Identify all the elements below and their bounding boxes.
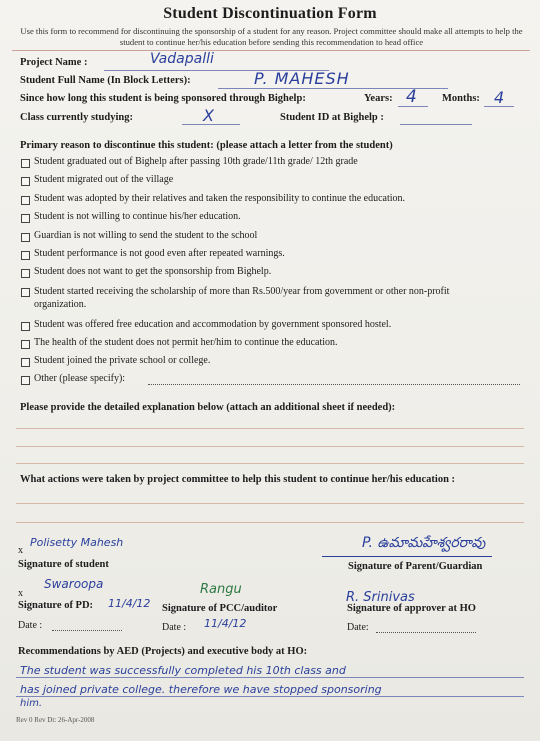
recommendations-heading: Recommendations by AED (Projects) and executive body at HO:	[18, 646, 308, 657]
explanation-heading: Please provide the detailed explanation below (attach an additional sheet if needed):	[20, 402, 396, 413]
pd-date-label: Date :	[18, 620, 43, 631]
pd-date-handwritten[interactable]: 11/4/12	[108, 597, 151, 610]
student-id-line[interactable]	[400, 124, 472, 125]
reason-checkbox[interactable]	[21, 196, 30, 205]
pcc-date-label: Date :	[162, 622, 187, 633]
signature-marker: x	[18, 545, 23, 556]
pcc-date-handwritten[interactable]: 11/4/12	[204, 617, 247, 630]
approver-date-label: Date:	[347, 622, 369, 633]
pcc-signature-label: Signature of PCC/auditor	[162, 603, 278, 614]
student-id-label: Student ID at Bighelp :	[280, 112, 384, 123]
student-name-value[interactable]: P. MAHESH	[254, 69, 350, 88]
parent-signature-label: Signature of Parent/Guardian	[348, 561, 483, 572]
reason-item: Student joined the private school or college.	[34, 355, 211, 366]
pd-signature[interactable]: Swaroopa	[44, 577, 104, 591]
reason-item: Student started receiving the scholarship of more than Rs.500/year from government or other non-profit organization.	[34, 286, 450, 310]
divider	[12, 50, 530, 51]
actions-line[interactable]	[16, 503, 524, 504]
reason-checkbox[interactable]	[21, 340, 30, 349]
student-signature-label: Signature of student	[18, 559, 109, 570]
reason-checkbox[interactable]	[21, 214, 30, 223]
recommendation-line	[16, 696, 524, 697]
reason-item: Student graduated out of Bighelp after passing 10th grade/11th grade/ 12th grade	[34, 156, 358, 167]
reason-item: Student performance is not good even after repeated warnings.	[34, 248, 285, 259]
actions-heading: What actions were taken by project committee to help this student to continue her/his education :	[20, 474, 456, 485]
form-intro: Use this form to recommend for discontinuing the sponsorship of a student for any reason. Project committee should make all attempts to help the student to continue her/his education before sending this recommendation to head office	[20, 26, 523, 47]
reason-item: Other (please specify):	[34, 373, 126, 384]
years-label: Years:	[364, 93, 393, 104]
recommendation-text[interactable]: has joined private college. therefore we have stopped sponsoring	[20, 683, 382, 696]
class-value[interactable]: X	[203, 106, 214, 125]
reasons-heading: Primary reason to discontinue this student: (please attach a letter from the student)	[20, 140, 393, 151]
reason-item: Guardian is not willing to send the student to the school	[34, 230, 258, 241]
approver-date-line[interactable]	[376, 632, 476, 633]
approver-signature-label: Signature of approver at HO	[347, 603, 476, 614]
other-specify-line[interactable]	[148, 384, 520, 385]
reason-item: Student was offered free education and accommodation by government sponsored hostel.	[34, 319, 392, 330]
reason-checkbox[interactable]	[21, 269, 30, 278]
explanation-line[interactable]	[16, 463, 524, 464]
project-name-value[interactable]: Vadapalli	[150, 51, 214, 67]
reason-checkbox[interactable]	[21, 251, 30, 260]
months-value[interactable]: 4	[494, 88, 505, 107]
since-label: Since how long this student is being sponsored through Bighelp:	[20, 93, 306, 104]
actions-line[interactable]	[16, 522, 524, 523]
reason-checkbox[interactable]	[21, 358, 30, 367]
reason-item: Student migrated out of the village	[34, 174, 174, 185]
recommendation-text[interactable]: The student was successfully completed his 10th class and	[20, 664, 346, 677]
reason-item: Student is not willing to continue his/her education.	[34, 211, 241, 222]
signature-marker: x	[18, 588, 23, 599]
pd-signature-label: Signature of PD:	[18, 600, 94, 611]
reason-checkbox[interactable]	[21, 322, 30, 331]
explanation-line[interactable]	[16, 446, 524, 447]
reason-checkbox[interactable]	[21, 233, 30, 242]
parent-signature[interactable]: P. ఉమామహేశ్వరరావు	[362, 535, 486, 551]
reason-item: Student was adopted by their relatives and taken the responsibility to continue the education.	[34, 193, 406, 204]
recommendation-line	[16, 677, 524, 678]
approver-signature[interactable]: R. Srinivas	[346, 590, 415, 605]
student-signature[interactable]: Polisetty Mahesh	[30, 536, 124, 549]
reason-checkbox[interactable]	[21, 376, 30, 385]
reason-item: The health of the student does not permit her/him to continue the education.	[34, 337, 338, 348]
form-title: Student Discontinuation Form	[163, 5, 377, 22]
reason-checkbox[interactable]	[21, 177, 30, 186]
months-label: Months:	[442, 93, 480, 104]
parent-signature-line	[322, 556, 492, 557]
explanation-line[interactable]	[16, 428, 524, 429]
pd-date-line[interactable]	[52, 630, 122, 631]
years-value[interactable]: 4	[406, 87, 417, 107]
recommendation-text[interactable]: him.	[20, 698, 43, 709]
class-label: Class currently studying:	[20, 112, 133, 123]
reason-checkbox[interactable]	[21, 159, 30, 168]
reason-checkbox[interactable]	[21, 288, 30, 297]
pcc-signature[interactable]: Rangu	[200, 582, 242, 597]
reason-item: Student does not want to get the sponsorship from Bighelp.	[34, 266, 272, 277]
student-name-label: Student Full Name (In Block Letters):	[20, 75, 191, 86]
footer-revision: Rev 0 Rev Dt: 26-Apr-2008	[16, 716, 95, 724]
project-name-label: Project Name :	[20, 57, 88, 68]
